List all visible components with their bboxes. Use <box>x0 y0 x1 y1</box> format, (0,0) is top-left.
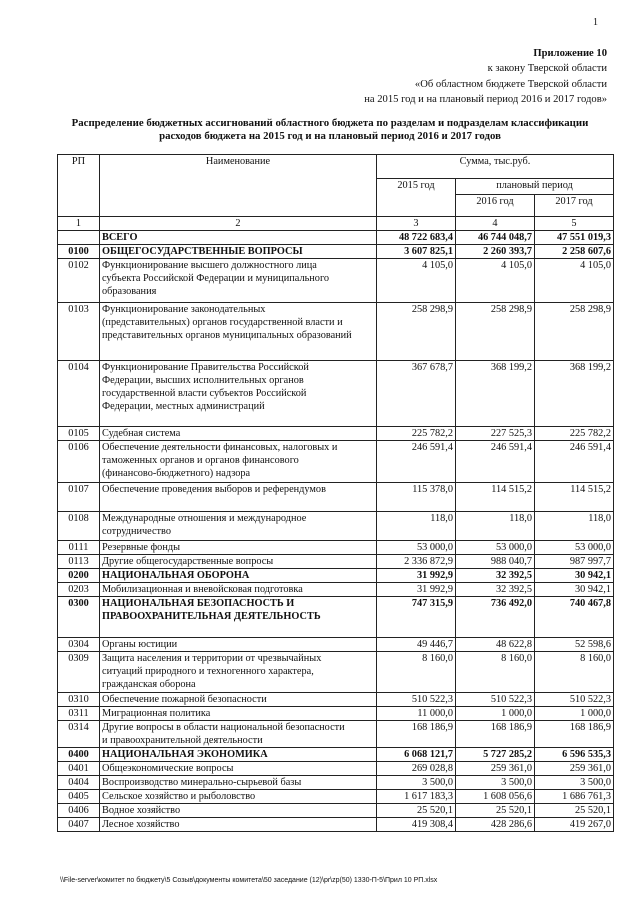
budget-table-body <box>58 231 614 832</box>
row-value-2017: 6 596 535,3 <box>535 748 614 762</box>
row-code: 0102 <box>58 259 100 303</box>
row-name <box>100 693 377 707</box>
row-value-2017: 114 515,2 <box>535 483 614 512</box>
row-value-2016: 368 199,2 <box>456 361 535 427</box>
row-value-2017: 118,0 <box>535 512 614 541</box>
row-value-2015: 11 000,0 <box>377 707 456 721</box>
row-name <box>100 652 377 693</box>
table-row <box>58 361 614 427</box>
row-name-line: Сельское хозяйство и рыболовство <box>102 791 256 802</box>
row-name-line: Общеэкономические вопросы <box>102 763 234 774</box>
header-rp: РП <box>58 155 100 217</box>
row-name-line: Федерации, высших исполнительных органов <box>102 375 304 386</box>
row-value-2017: 987 997,7 <box>535 555 614 569</box>
table-row <box>58 483 614 512</box>
row-code <box>58 231 100 245</box>
row-value-2015: 1 617 183,3 <box>377 790 456 804</box>
row-value-2016: 259 361,0 <box>456 762 535 776</box>
row-name <box>100 790 377 804</box>
row-value-2017: 30 942,1 <box>535 569 614 583</box>
row-value-2016: 118,0 <box>456 512 535 541</box>
row-name-line: НАЦИОНАЛЬНАЯ ОБОРОНА <box>102 570 250 581</box>
row-value-2017: 258 298,9 <box>535 303 614 361</box>
table-row <box>58 638 614 652</box>
row-value-2016: 8 160,0 <box>456 652 535 693</box>
table-row <box>58 427 614 441</box>
row-value-2015: 4 105,0 <box>377 259 456 303</box>
row-name-line: государственной власти субъектов Российской <box>102 388 307 399</box>
colnum-2: 2 <box>100 217 377 231</box>
row-value-2015: 747 315,9 <box>377 597 456 638</box>
row-value-2017: 740 467,8 <box>535 597 614 638</box>
row-name <box>100 597 377 638</box>
row-code: 0111 <box>58 541 100 555</box>
row-value-2016: 4 105,0 <box>456 259 535 303</box>
row-name-line: образования <box>102 286 157 297</box>
row-name-line: Функционирование законодательных <box>102 304 266 315</box>
row-value-2017: 25 520,1 <box>535 804 614 818</box>
row-value-2015: 225 782,2 <box>377 427 456 441</box>
row-value-2017: 1 000,0 <box>535 707 614 721</box>
document-title <box>40 117 620 143</box>
row-code: 0200 <box>58 569 100 583</box>
table-row <box>58 583 614 597</box>
row-name-line: Резервные фонды <box>102 542 180 553</box>
row-value-2017: 4 105,0 <box>535 259 614 303</box>
table-row <box>58 693 614 707</box>
table-row <box>58 441 614 483</box>
row-code: 0406 <box>58 804 100 818</box>
row-name-line: НАЦИОНАЛЬНАЯ ЭКОНОМИКА <box>102 749 268 760</box>
row-code: 0407 <box>58 818 100 832</box>
appendix-line: к закону Тверской области <box>487 63 607 75</box>
row-name-line: и правоохранительной деятельности <box>102 735 263 746</box>
header-2015: 2015 год <box>377 179 456 217</box>
row-value-2016: 988 040,7 <box>456 555 535 569</box>
appendix-line: «Об областном бюджете Тверской области <box>414 78 607 90</box>
row-value-2016: 3 500,0 <box>456 776 535 790</box>
table-row <box>58 721 614 748</box>
row-value-2017: 3 500,0 <box>535 776 614 790</box>
row-name <box>100 231 377 245</box>
row-name-line: Другие общегосударственные вопросы <box>102 556 274 567</box>
row-value-2017: 53 000,0 <box>535 541 614 555</box>
row-value-2016: 1 000,0 <box>456 707 535 721</box>
header-sum: Сумма, тыс.руб. <box>377 155 614 179</box>
row-code: 0203 <box>58 583 100 597</box>
row-name <box>100 638 377 652</box>
row-code: 0404 <box>58 776 100 790</box>
file-path-footer: \\File-server\комитет по бюджету\5 Созыв\документы комитета\50 заседание (12)\pr\zp(50) 1330-П-5\Прил 10 РП.xlsx <box>60 877 438 884</box>
row-value-2015: 48 722 683,4 <box>377 231 456 245</box>
table-row <box>58 597 614 638</box>
header-name: Наименование <box>100 155 377 217</box>
colnum-3: 3 <box>377 217 456 231</box>
row-value-2016: 2 260 393,7 <box>456 245 535 259</box>
budget-table <box>57 154 614 832</box>
table-row <box>58 231 614 245</box>
row-name <box>100 303 377 361</box>
row-value-2015: 118,0 <box>377 512 456 541</box>
row-name <box>100 762 377 776</box>
row-name-line: Федерации, местных администраций <box>102 401 265 412</box>
row-name <box>100 569 377 583</box>
row-value-2015: 168 186,9 <box>377 721 456 748</box>
row-value-2015: 31 992,9 <box>377 583 456 597</box>
row-name-line: Миграционная политика <box>102 708 211 719</box>
row-name <box>100 818 377 832</box>
row-code: 0103 <box>58 303 100 361</box>
row-name <box>100 721 377 748</box>
header-2017: 2017 год <box>535 195 614 217</box>
table-row <box>58 245 614 259</box>
table-row <box>58 512 614 541</box>
table-row <box>58 790 614 804</box>
appendix-title: Приложение 10 <box>533 48 607 59</box>
row-code: 0311 <box>58 707 100 721</box>
row-name-line: ПРАВООХРАНИТЕЛЬНАЯ ДЕЯТЕЛЬНОСТЬ <box>102 611 321 622</box>
row-value-2015: 269 028,8 <box>377 762 456 776</box>
row-value-2015: 510 522,3 <box>377 693 456 707</box>
row-name <box>100 583 377 597</box>
row-value-2016: 227 525,3 <box>456 427 535 441</box>
row-name-line: Функционирование Правительства Российской <box>102 362 309 373</box>
row-code: 0300 <box>58 597 100 638</box>
row-value-2016: 1 608 056,6 <box>456 790 535 804</box>
row-value-2015: 8 160,0 <box>377 652 456 693</box>
row-value-2016: 32 392,5 <box>456 583 535 597</box>
row-name <box>100 259 377 303</box>
table-row <box>58 259 614 303</box>
row-name-line: Мобилизационная и вневойсковая подготовка <box>102 584 303 595</box>
row-code: 0105 <box>58 427 100 441</box>
row-value-2016: 48 622,8 <box>456 638 535 652</box>
row-value-2016: 46 744 048,7 <box>456 231 535 245</box>
row-code: 0400 <box>58 748 100 762</box>
row-name <box>100 748 377 762</box>
row-name-line: Обеспечение пожарной безопасности <box>102 694 267 705</box>
colnum-1: 1 <box>58 217 100 231</box>
row-value-2016: 428 286,6 <box>456 818 535 832</box>
row-name-line: Защита населения и территории от чрезвычайных <box>102 653 322 664</box>
row-code: 0100 <box>58 245 100 259</box>
row-code: 0405 <box>58 790 100 804</box>
table-row <box>58 569 614 583</box>
row-value-2015: 49 446,7 <box>377 638 456 652</box>
page-number: 1 <box>593 17 598 28</box>
appendix-line: на 2015 год и на плановый период 2016 и 2017 годов» <box>364 94 607 106</box>
colnum-4: 4 <box>456 217 535 231</box>
row-value-2016: 25 520,1 <box>456 804 535 818</box>
header-plan: плановый период <box>456 179 614 195</box>
row-value-2015: 2 336 872,9 <box>377 555 456 569</box>
row-value-2015: 25 520,1 <box>377 804 456 818</box>
row-name-line: Органы юстиции <box>102 639 178 650</box>
title-line: расходов бюджета на 2015 год и на плановый период 2016 и 2017 годов <box>159 130 501 142</box>
table-row <box>58 303 614 361</box>
row-name-line: (финансово-бюджетного) надзора <box>102 468 251 479</box>
row-name-line: Функционирование высшего должностного лица <box>102 260 317 271</box>
row-value-2017: 1 686 761,3 <box>535 790 614 804</box>
row-name <box>100 483 377 512</box>
row-value-2017: 168 186,9 <box>535 721 614 748</box>
row-value-2016: 114 515,2 <box>456 483 535 512</box>
row-name <box>100 541 377 555</box>
table-row <box>58 762 614 776</box>
row-name-line: сотрудничество <box>102 526 171 537</box>
row-value-2015: 6 068 121,7 <box>377 748 456 762</box>
row-name-line: Водное хозяйство <box>102 805 181 816</box>
table-row <box>58 541 614 555</box>
row-code: 0310 <box>58 693 100 707</box>
row-name-line: ситуаций природного и техногенного характера, <box>102 666 314 677</box>
table-row <box>58 555 614 569</box>
row-code: 0309 <box>58 652 100 693</box>
row-value-2017: 225 782,2 <box>535 427 614 441</box>
row-name-line: ОБЩЕГОСУДАРСТВЕННЫЕ ВОПРОСЫ <box>102 246 303 257</box>
row-value-2016: 736 492,0 <box>456 597 535 638</box>
row-name-line: Воспроизводство минерально-сырьевой базы <box>102 777 302 788</box>
row-value-2016: 246 591,4 <box>456 441 535 483</box>
table-row <box>58 748 614 762</box>
row-value-2016: 510 522,3 <box>456 693 535 707</box>
row-value-2016: 258 298,9 <box>456 303 535 361</box>
row-value-2015: 3 500,0 <box>377 776 456 790</box>
row-name <box>100 245 377 259</box>
row-name-line: Лесное хозяйство <box>102 819 180 830</box>
row-name <box>100 804 377 818</box>
row-name <box>100 441 377 483</box>
row-value-2017: 419 267,0 <box>535 818 614 832</box>
row-value-2015: 367 678,7 <box>377 361 456 427</box>
table-row <box>58 776 614 790</box>
row-value-2017: 52 598,6 <box>535 638 614 652</box>
row-code: 0106 <box>58 441 100 483</box>
row-value-2015: 246 591,4 <box>377 441 456 483</box>
row-value-2017: 259 361,0 <box>535 762 614 776</box>
row-name-line: Международные отношения и международное <box>102 513 307 524</box>
table-row <box>58 804 614 818</box>
row-value-2017: 368 199,2 <box>535 361 614 427</box>
row-value-2017: 8 160,0 <box>535 652 614 693</box>
colnum-5: 5 <box>535 217 614 231</box>
row-code: 0107 <box>58 483 100 512</box>
row-name-line: Обеспечение деятельности финансовых, налоговых и <box>102 442 338 453</box>
row-name-line: гражданская оборона <box>102 679 196 690</box>
row-name-line: Судебная система <box>102 428 181 439</box>
row-code: 0304 <box>58 638 100 652</box>
row-name-line: таможенных органов и органов финансового <box>102 455 299 466</box>
row-name-line: Обеспечение проведения выборов и референдумов <box>102 484 326 495</box>
row-value-2015: 31 992,9 <box>377 569 456 583</box>
row-name <box>100 361 377 427</box>
row-name-line: (представительных) органов государственной власти и <box>102 317 343 328</box>
row-code: 0314 <box>58 721 100 748</box>
table-row <box>58 818 614 832</box>
row-value-2016: 53 000,0 <box>456 541 535 555</box>
row-value-2015: 53 000,0 <box>377 541 456 555</box>
table-row <box>58 707 614 721</box>
appendix-block <box>207 46 607 108</box>
table-row <box>58 652 614 693</box>
row-name <box>100 555 377 569</box>
row-code: 0108 <box>58 512 100 541</box>
row-value-2017: 30 942,1 <box>535 583 614 597</box>
row-name <box>100 707 377 721</box>
row-name <box>100 512 377 541</box>
row-name-line: НАЦИОНАЛЬНАЯ БЕЗОПАСНОСТЬ И <box>102 598 295 609</box>
title-line: Распределение бюджетных ассигнований областного бюджета по разделам и подразделам классификации <box>71 117 589 129</box>
row-value-2015: 258 298,9 <box>377 303 456 361</box>
row-value-2017: 510 522,3 <box>535 693 614 707</box>
row-name-line: представительных органов муниципальных образований <box>102 330 352 341</box>
row-name <box>100 776 377 790</box>
row-value-2016: 5 727 285,2 <box>456 748 535 762</box>
row-value-2015: 419 308,4 <box>377 818 456 832</box>
row-code: 0104 <box>58 361 100 427</box>
row-name-line: ВСЕГО <box>102 232 138 243</box>
row-value-2016: 32 392,5 <box>456 569 535 583</box>
row-value-2017: 246 591,4 <box>535 441 614 483</box>
row-code: 0113 <box>58 555 100 569</box>
row-name-line: Другие вопросы в области национальной безопасности <box>102 722 345 733</box>
row-value-2017: 2 258 607,6 <box>535 245 614 259</box>
row-value-2016: 168 186,9 <box>456 721 535 748</box>
row-value-2017: 47 551 019,3 <box>535 231 614 245</box>
row-code: 0401 <box>58 762 100 776</box>
row-name <box>100 427 377 441</box>
row-value-2015: 115 378,0 <box>377 483 456 512</box>
row-name-line: субъекта Российской Федерации и муниципального <box>102 273 330 284</box>
row-value-2015: 3 607 825,1 <box>377 245 456 259</box>
header-2016: 2016 год <box>456 195 535 217</box>
